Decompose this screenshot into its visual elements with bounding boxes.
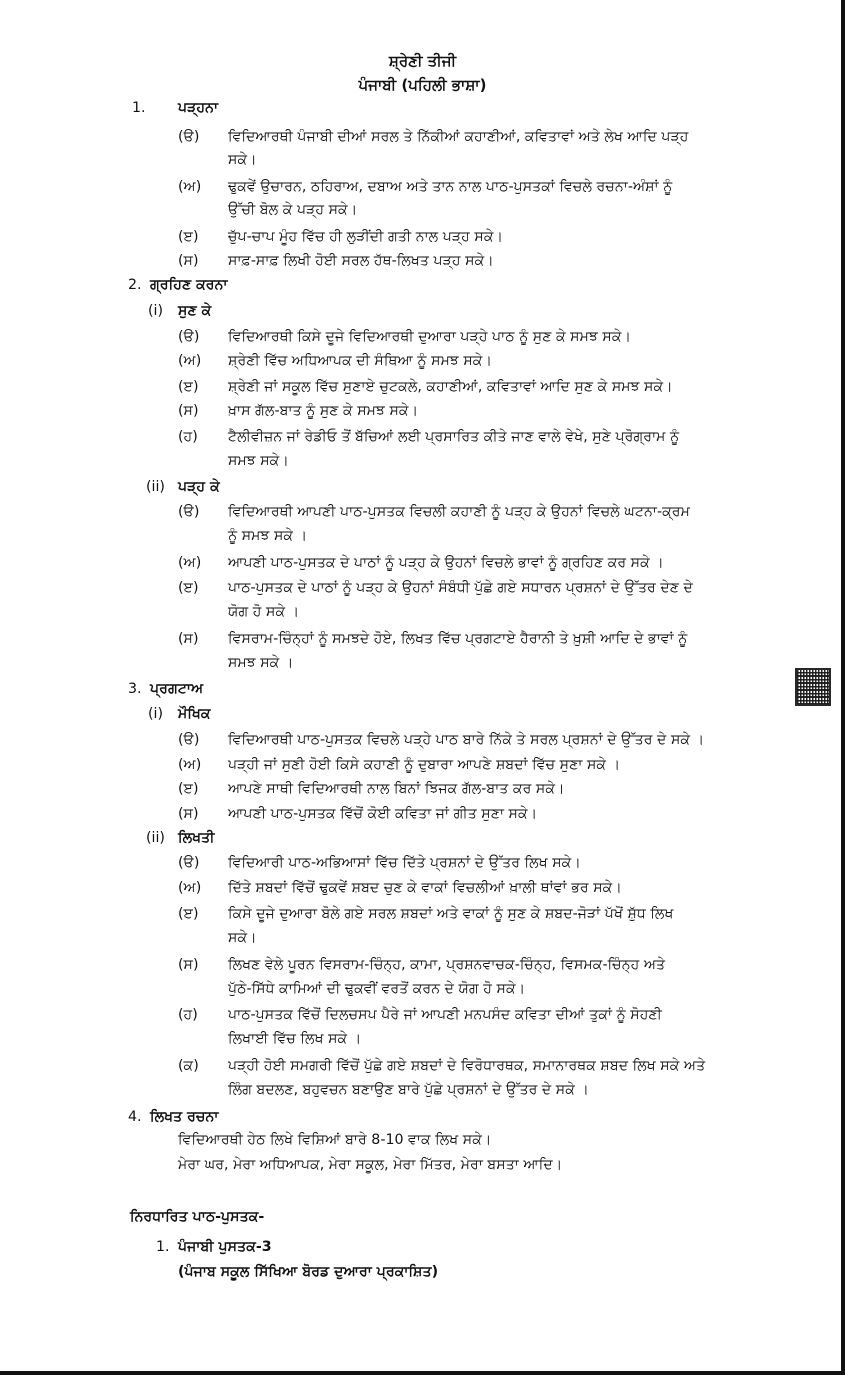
item-text: ਢੁਕਵੇਂ ਉਚਾਰਨ, ਠਹਿਰਾਅ, ਦਬਾਅ ਅਤੇ ਤਾਨ ਨਾਲ ਪਾਠ-ਪੁਸਤਕਾਂ ਵਿਚਲੇ ਰਚਨਾ-ਅੰਸ਼ਾਂ ਨੂੰ [228,179,673,195]
item-text: ਯੋਗ ਹੋ ਸਕੇ । [228,604,300,620]
section-heading-composition: ਲਿਖਤ ਰਚਨਾ [150,1109,219,1125]
item-label: (ੲ) [178,580,199,596]
item-text: ਸਕੇ। [228,930,257,946]
section-heading-comprehension: ਗ੍ਰਹਿਣ ਕਰਨਾ [150,277,228,293]
item-text: ਸ਼੍ਰੇਣੀ ਜਾਂ ਸਕੂਲ ਵਿੱਚ ਸੁਣਾਏ ਚੁਟਕਲੇ, ਕਹਾਣੀਆਂ, ਕਵਿਤਾਵਾਂ ਆਦਿ ਸੁਣ ਕੇ ਸਮਝ ਸਕੇ। [228,379,673,395]
item-label: (ੲ) [178,379,199,395]
class-title: ਸ਼੍ਰੇਣੀ ਤੀਜੀ [388,52,457,70]
item-label: (ਅ) [178,353,202,369]
item-text: ਚੁੱਪ-ਚਾਪ ਮੂੰਹ ਵਿੱਚ ਹੀ ਲੁੜੀਂਦੀ ਗਤੀ ਨਾਲ ਪੜ੍ਹ ਸਕੇ। [228,229,504,245]
item-text: ਵਿਸਰਾਮ-ਚਿੰਨ੍ਹਾਂ ਨੂੰ ਸਮਝਦੇ ਹੋਏ, ਲਿਖਤ ਵਿੱਚ ਪ੍ਰਗਟਾਏ ਹੈਰਾਨੀ ਤੇ ਖ਼ੁਸ਼ੀ ਆਦਿ ਦੇ ਭਾਵਾਂ ਨੂੰ [228,631,688,647]
item-text: ਪਾਠ-ਪੁਸਤਕ ਵਿੱਚੋਂ ਦਿਲਚਸਪ ਪੈਰੇ ਜਾਂ ਆਪਣੀ ਮਨਪਸੰਦ ਕਵਿਤਾ ਦੀਆਂ ਤੁਕਾਂ ਨੂੰ ਸੋਹਣੀ [228,1007,662,1023]
scan-edge-right [841,0,845,1375]
item-label: (ਸ) [178,631,199,647]
item-text: ਵਿਦਿਆਰਥੀ ਆਪਣੀ ਪਾਠ-ਪੁਸਤਕ ਵਿਚਲੀ ਕਹਾਣੀ ਨੂੰ ਪੜ੍ਹ ਕੇ ਉਹਨਾਂ ਵਿਚਲੇ ਘਟਨਾ-ਕ੍ਰਮ [228,504,690,520]
item-label: (ਸ) [178,806,199,822]
item-text: ਵਿਦਿਆਰਥੀ ਕਿਸੇ ਦੂਜੇ ਵਿਦਿਆਰਥੀ ਦੁਆਰਾ ਪੜ੍ਹੇ ਪਾਠ ਨੂੰ ਸੁਣ ਕੇ ਸਮਝ ਸਕੇ। [228,329,632,345]
scan-edge-bottom [0,1371,845,1375]
item-text: ਸਮਝ ਸਕੇ। [228,453,289,469]
item-text: ਪੜ੍ਹੀ ਹੋਈ ਸਮਗਰੀ ਵਿੱਚੋਂ ਪੁੱਛੇ ਗਏ ਸ਼ਬਦਾਂ ਦੇ ਵਿਰੋਧਾਰਥਕ, ਸਮਾਨਾਰਥਕ ਸ਼ਬਦ ਲਿਖ ਸਕੇ ਅਤੇ [228,1058,706,1074]
item-text: ਲਿਖਣ ਵੇਲੇ ਪੂਰਨ ਵਿਸਰਾਮ-ਚਿੰਨ੍ਹ, ਕਾਮਾ, ਪ੍ਰਸ਼ਨਵਾਚਕ-ਚਿੰਨ੍ਹ, ਵਿਸਮਕ-ਚਿੰਨ੍ਹ ਅਤੇ [228,957,666,973]
item-label: (ੲ) [178,229,199,245]
item-text: ਖ਼ਾਸ ਗੱਲ-ਬਾਤ ਨੂੰ ਸੁਣ ਕੇ ਸਮਝ ਸਕੇ। [228,403,419,419]
item-label: (ੳ) [178,732,200,748]
item-text: ਵਿਦਿਆਰਥੀ ਪੰਜਾਬੀ ਦੀਆਂ ਸਰਲ ਤੇ ਨਿੱਕੀਆਂ ਕਹਾਣੀਆਂ, ਕਵਿਤਾਵਾਂ ਅਤੇ ਲੇਖ ਆਦਿ ਪੜ੍ਹ [228,129,689,145]
composition-text: ਵਿਦਿਆਰਥੀ ਹੇਠ ਲਿਖੇ ਵਿਸ਼ਿਆਂ ਬਾਰੇ 8-10 ਵਾਕ ਲਿਖ ਸਕੇ। [178,1132,492,1148]
item-text: ਨੂੰ ਸਮਝ ਸਕੇ । [228,528,308,544]
subsection-heading-written: ਲਿਖਤੀ [178,830,215,846]
item-label: (ੳ) [178,129,200,145]
item-text: ਸਮਝ ਸਕੇ । [228,655,294,671]
item-text: ਕਿਸੇ ਦੂਜੇ ਦੁਆਰਾ ਬੋਲੇ ਗਏ ਸਰਲ ਸ਼ਬਦਾਂ ਅਤੇ ਵਾਕਾਂ ਨੂੰ ਸੁਣ ਕੇ ਸ਼ਬਦ-ਜੋੜਾਂ ਪੱਖੋਂ ਸ਼ੁੱਧ ਲਿਖ [228,906,674,922]
item-label: (ੳ) [178,329,200,345]
item-text: ਉੱਚੀ ਬੋਲ ਕੇ ਪੜ੍ਹ ਸਕੇ। [228,202,358,218]
item-text: ਆਪਣੀ ਪਾਠ-ਪੁਸਤਕ ਵਿੱਚੋਂ ਕੋਈ ਕਵਿਤਾ ਜਾਂ ਗੀਤ ਸੁਣਾ ਸਕੇ। [228,806,538,822]
item-label: (ਕ) [178,1058,199,1074]
item-text: ਸ਼੍ਰੇਣੀ ਵਿੱਚ ਅਧਿਆਪਕ ਦੀ ਸੰਥਿਆ ਨੂੰ ਸਮਝ ਸਕੇ। [228,353,493,369]
item-label: (ਹ) [178,429,198,445]
textbook-name: ਪੰਜਾਬੀ ਪੁਸਤਕ-3 [178,1239,272,1255]
item-text: ਪੜ੍ਹੀ ਜਾਂ ਸੁਣੀ ਹੋਈ ਕਿਸੇ ਕਹਾਣੀ ਨੂੰ ਦੁਬਾਰਾ ਆਪਣੇ ਸ਼ਬਦਾਂ ਵਿੱਚ ਸੁਣਾ ਸਕੇ । [228,757,621,773]
section-number: 3. [128,681,142,697]
item-label: (ਅ) [178,757,202,773]
subsection-heading-reading: ਪੜ੍ਹ ਕੇ [178,479,220,495]
section-number: 1. [132,100,146,116]
section-heading-expression: ਪ੍ਰਗਟਾਅ [150,681,204,697]
item-label: (ਅ) [178,179,202,195]
section-number: 2. [128,277,142,293]
item-text: ਸਕੇ। [228,152,257,168]
item-label: (ੳ) [178,855,200,871]
subsection-label: (ii) [146,479,165,495]
item-label: (ਹ) [178,1007,198,1023]
textbooks-heading: ਨਿਰਧਾਰਿਤ ਪਾਠ-ਪੁਸਤਕ- [130,1209,265,1225]
subsection-label: (i) [148,303,164,319]
item-label: (ਸ) [178,403,199,419]
qr-code-icon [795,668,831,706]
subsection-label: (ii) [146,830,165,846]
item-text: ਪਾਠ-ਪੁਸਤਕ ਦੇ ਪਾਠਾਂ ਨੂੰ ਪੜ੍ਹ ਕੇ ਉਹਨਾਂ ਸੰਬੰਧੀ ਪੁੱਛੇ ਗਏ ਸਧਾਰਨ ਪ੍ਰਸ਼ਨਾਂ ਦੇ ਉੱਤਰ ਦੇਣ ਦੇ [228,580,693,596]
item-label: (ਅ) [178,555,202,571]
item-text: ਦਿੱਤੇ ਸ਼ਬਦਾਂ ਵਿੱਚੋਂ ਢੁਕਵੇਂ ਸ਼ਬਦ ਚੁਣ ਕੇ ਵਾਕਾਂ ਵਿਚਲੀਆਂ ਖ਼ਾਲੀ ਥਾਂਵਾਂ ਭਰ ਸਕੇ। [228,880,622,896]
section-number: 4. [128,1109,142,1125]
subsection-heading-oral: ਮੌਖਿਕ [178,706,211,722]
item-text: ਲਿੰਗ ਬਦਲਣ, ਬਹੁਵਚਨ ਬਣਾਉਣ ਬਾਰੇ ਪੁੱਛੇ ਪ੍ਰਸ਼ਨਾਂ ਦੇ ਉੱਤਰ ਦੇ ਸਕੇ । [228,1082,589,1098]
item-label: (ਸ) [178,253,199,269]
item-text: ਆਪਣੇ ਸਾਥੀ ਵਿਦਿਆਰਥੀ ਨਾਲ ਬਿਨਾਂ ਝਿਜਕ ਗੱਲ-ਬਾਤ ਕਰ ਸਕੇ। [228,781,565,797]
item-text: ਵਿਦਿਆਰੀ ਪਾਠ-ਅਭਿਆਸਾਂ ਵਿੱਚ ਦਿੱਤੇ ਪ੍ਰਸ਼ਨਾਂ ਦੇ ਉੱਤਰ ਲਿਖ ਸਕੇ। [228,855,581,871]
item-label: (ੳ) [178,504,200,520]
item-label: (ਅ) [178,880,202,896]
item-text: ਲਿਖਾਈ ਵਿੱਚ ਲਿਖ ਸਕੇ । [228,1031,362,1047]
item-text: ਪੁੱਠੇ-ਸਿੱਧੇ ਕਾਮਿਆਂ ਦੀ ਢੁਕਵੀਂ ਵਰਤੋਂ ਕਰਨ ਦੇ ਯੋਗ ਹੋ ਸਕੇ। [228,981,526,997]
textbook-publisher: (ਪੰਜਾਬ ਸਕੂਲ ਸਿੱਖਿਆ ਬੋਰਡ ਦੁਆਰਾ ਪ੍ਰਕਾਸ਼ਿਤ) [178,1264,439,1280]
item-text: ਆਪਣੀ ਪਾਠ-ਪੁਸਤਕ ਦੇ ਪਾਠਾਂ ਨੂੰ ਪੜ੍ਹ ਕੇ ਉਹਨਾਂ ਵਿਚਲੇ ਭਾਵਾਂ ਨੂੰ ਗ੍ਰਹਿਣ ਕਰ ਸਕੇ । [228,555,664,571]
subsection-heading-listening: ਸੁਣ ਕੇ [178,303,212,319]
subject-title: ਪੰਜਾਬੀ (ਪਹਿਲੀ ਭਾਸ਼ਾ) [358,76,487,94]
item-text: ਟੈਲੀਵੀਜ਼ਨ ਜਾਂ ਰੇਡੀਓ ਤੋਂ ਬੱਚਿਆਂ ਲਈ ਪ੍ਰਸਾਰਿਤ ਕੀਤੇ ਜਾਣ ਵਾਲੇ ਵੇਖੇ, ਸੁਣੇ ਪ੍ਰੋਗ੍ਰਾਮ ਨੂੰ [228,429,680,445]
item-text: ਵਿਦਿਆਰਥੀ ਪਾਠ-ਪੁਸਤਕ ਵਿਚਲੇ ਪੜ੍ਹੇ ਪਾਠ ਬਾਰੇ ਨਿੱਕੇ ਤੇ ਸਰਲ ਪ੍ਰਸ਼ਨਾਂ ਦੇ ਉੱਤਰ ਦੇ ਸਕੇ । [228,732,705,748]
item-text: ਸਾਫ਼-ਸਾਫ਼ ਲਿਖੀ ਹੋਈ ਸਰਲ ਹੱਥ-ਲਿਖਤ ਪੜ੍ਹ ਸਕੇ। [228,253,494,269]
subsection-label: (i) [148,706,164,722]
item-label: (ੲ) [178,781,199,797]
textbook-number: 1. [156,1239,170,1255]
section-heading-reading: ਪੜ੍ਹਨਾ [178,100,219,116]
item-label: (ੲ) [178,906,199,922]
item-label: (ਸ) [178,957,199,973]
composition-topics: ਮੇਰਾ ਘਰ, ਮੇਰਾ ਅਧਿਆਪਕ, ਮੇਰਾ ਸਕੂਲ, ਮੇਰਾ ਮਿੱਤਰ, ਮੇਰਾ ਬਸਤਾ ਆਦਿ। [178,1157,563,1173]
